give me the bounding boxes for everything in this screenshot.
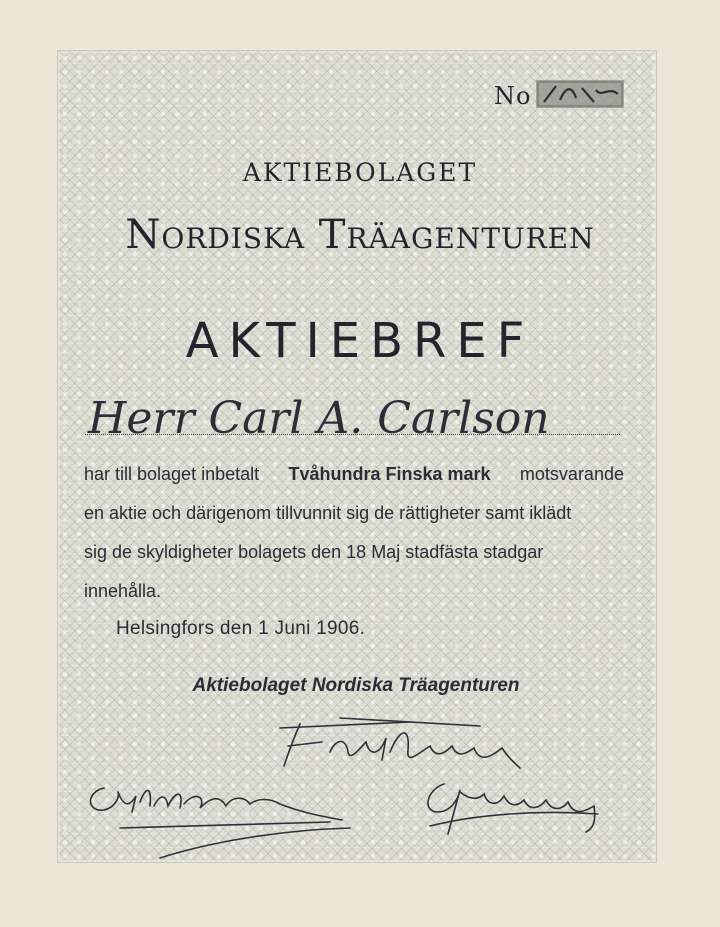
signature-right-icon	[418, 770, 608, 840]
company-line-small: AKTIEBOLAGET	[242, 158, 478, 187]
body-line-1-prefix: har till bolaget inbetalt	[84, 464, 260, 484]
holder-name	[80, 385, 625, 445]
body-line-4	[84, 572, 624, 611]
holder-dotted-line	[85, 434, 620, 435]
holder-name-text: Herr Carl A. Carlson	[88, 393, 550, 444]
body-line-2	[84, 494, 624, 533]
number-stamp-icon	[536, 80, 624, 108]
signing-company: Aktiebolaget Nordiska Träagenturen	[192, 675, 520, 696]
certificate-number-label: No	[494, 82, 532, 110]
signature-left-icon	[80, 768, 370, 864]
document-title: AKTIEBREF	[185, 313, 535, 369]
body-line-3	[84, 533, 624, 572]
body-line-2-text: en aktie och därigenom tillvunnit sig de rättigheter samt iklädt	[84, 503, 572, 523]
body-line-3-text: sig de skyldigheter bolagets den 18 Maj stadfästa stadgar	[84, 542, 544, 562]
company-line-large: Nordiska Träagenturen	[125, 212, 595, 258]
place-date: Helsingfors den 1 Juni 1906.	[116, 618, 366, 639]
certificate-body	[84, 455, 624, 611]
body-amount: Tvåhundra Finska mark	[288, 464, 491, 484]
body-line-1	[84, 455, 624, 494]
body-line-4-text: innehålla.	[84, 581, 162, 601]
body-line-1-suffix: motsvarande	[519, 464, 624, 484]
